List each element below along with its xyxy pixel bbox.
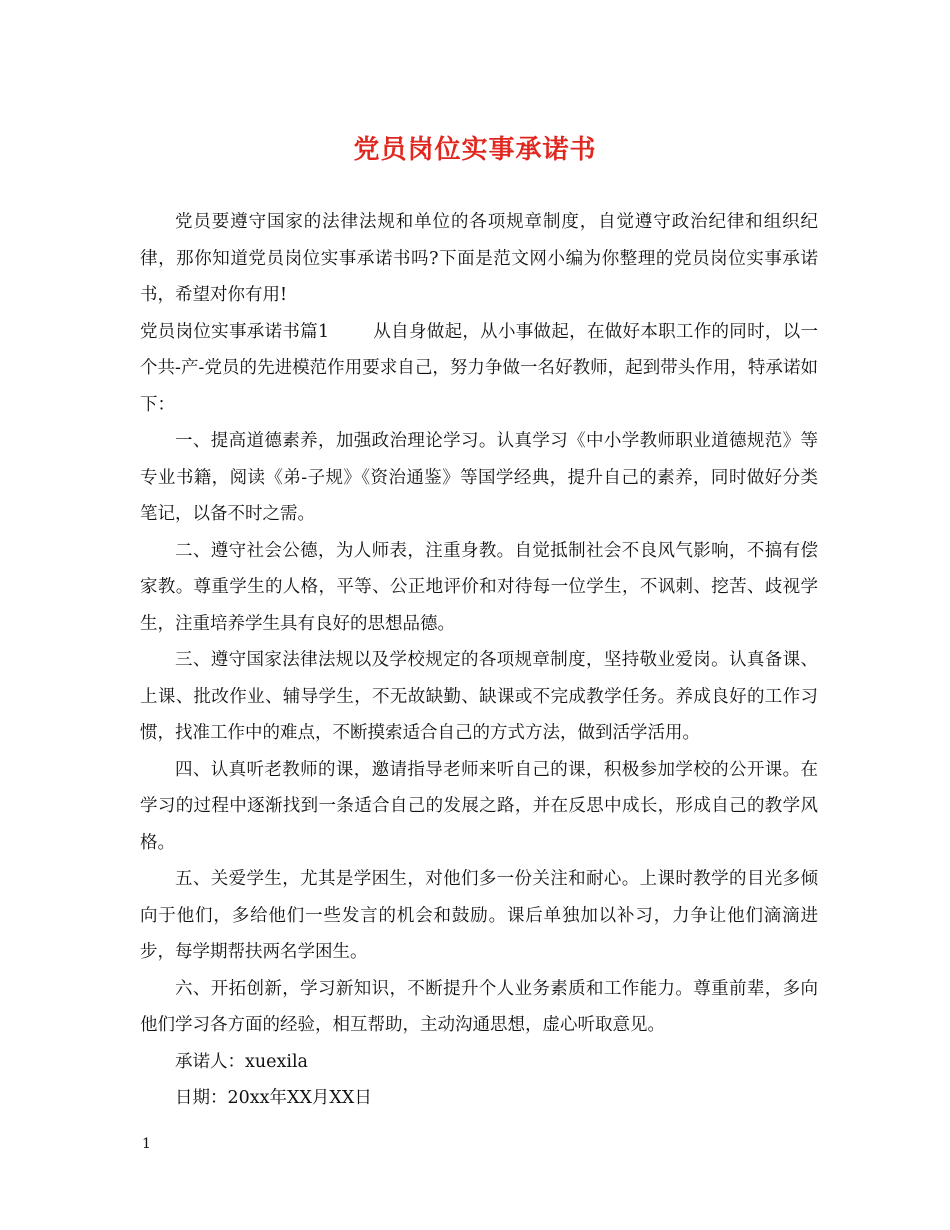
document-body <box>140 204 818 1117</box>
intro-paragraph: 党员要遵守国家的法律法规和单位的各项规章制度，自觉遵守政治纪律和组织纪律，那你知道党员岗位实事承诺书吗?下面是范文网小编为你整理的党员岗位实事承诺书，希望对你有用! <box>140 212 818 305</box>
page-number: 1 <box>142 1136 151 1152</box>
section-heading: 党员岗位实事承诺书篇1 <box>140 321 330 342</box>
commitment-item-2: 二、遵守社会公德，为人师表，注重身教。自觉抵制社会不良风气影响，不搞有偿家教。尊重学生的人格，平等、公正地评价和对待每一位学生，不讽刺、挖苦、歧视学生，注重培养学生具有良好的思想品德。 <box>140 540 818 634</box>
commitment-item-5: 五、关爱学生，尤其是学困生，对他们多一份关注和耐心。上课时教学的目光多倾向于他们，多给他们一些发言的机会和鼓励。课后单独加以补习，力争让他们滴滴进步，每学期帮扶两名学困生。 <box>140 869 818 962</box>
date-line: 日期：20xx年XX月XX日 <box>175 1088 372 1108</box>
signer-line: 承诺人：xuexila <box>175 1051 308 1072</box>
commitment-item-4: 四、认真听老教师的课，邀请指导老师来听自己的课，积极参加学校的公开课。在学习的过程中逐渐找到一条适合自己的发展之路，并在反思中成长，形成自己的教学风格。 <box>140 759 818 853</box>
document-title: 党员岗位实事承诺书 <box>353 135 597 165</box>
commitment-item-6: 六、开拓创新，学习新知识，不断提升个人业务素质和工作能力。尊重前辈，多向他们学习各方面的经验，相互帮助，主动沟通思想，虚心听取意见。 <box>140 978 818 1035</box>
commitment-item-3: 三、遵守国家法律法规以及学校规定的各项规章制度，坚持敬业爱岗。认真备课、上课、批改作业、辅导学生，不无故缺勤、缺课或不完成教学任务。养成良好的工作习惯，找准工作中的难点，不断摸索适合自己的方式方法，做到活学活用。 <box>140 650 818 743</box>
commitment-item-1: 一、提高道德素养，加强政治理论学习。认真学习《中小学教师职业道德规范》等专业书籍，阅读《弟-子规》《资治通鉴》等国学经典，提升自己的素养，同时做好分类笔记，以备不时之需。 <box>140 431 818 524</box>
section-paragraph <box>140 314 818 424</box>
section-lead: 从自身做起，从小事做起，在做好本职工作的同时，以一个共-产-党员的先进模范作用要求自己，努力争做一名好教师，起到带头作用，特承诺如下： <box>140 321 818 415</box>
